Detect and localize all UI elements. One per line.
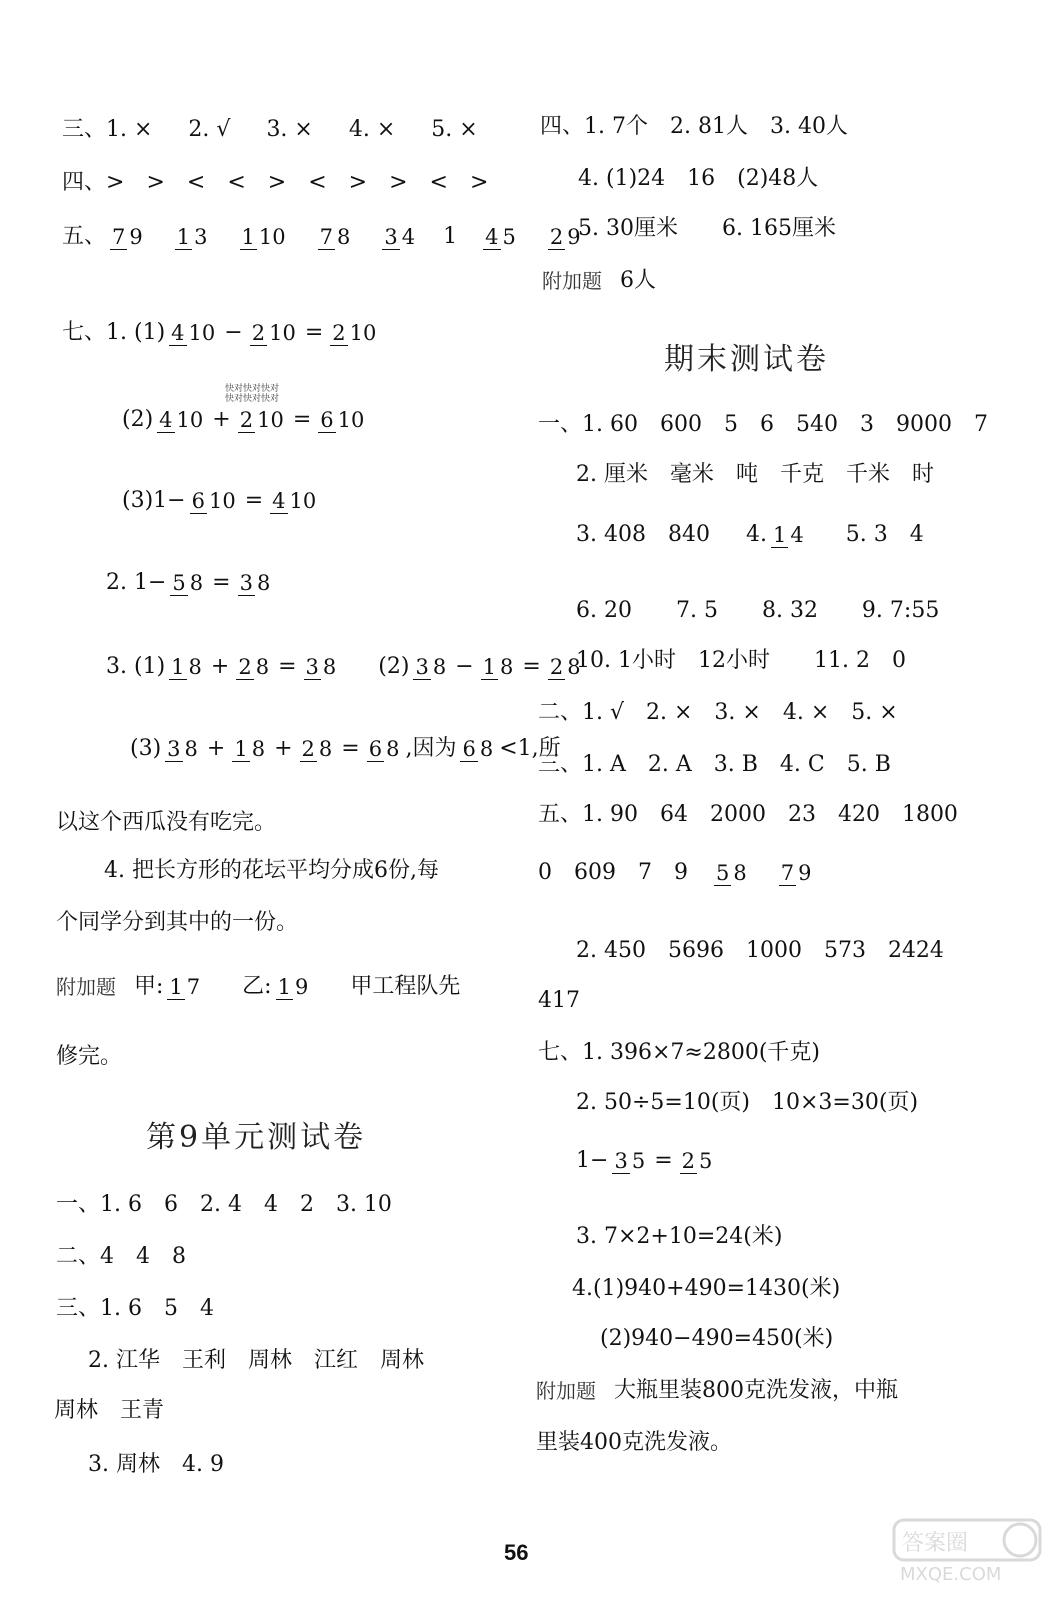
answer-text: 一、1. 6 6 2. 4 4 2 3. 10 [56,1192,392,1217]
operator: + [206,736,226,761]
r-f6 [538,698,898,728]
answer-line-qi-1-2 [122,405,370,435]
fraction: 4 10 [272,489,317,513]
section-prefix: (2) [378,654,410,679]
fraction: 1 8 [171,655,202,679]
watermark-logo [892,1516,1042,1586]
r-f15 [576,1222,782,1252]
r-si-3 [578,214,836,244]
section-prefix: 3. (1) [106,654,166,679]
fraction: 1 8 [234,737,266,761]
section-prefix: 1− [576,1148,609,1173]
r-f17 [600,1324,833,1354]
fraction: 1 7 [169,975,201,999]
scrawl-mark: 快对快对快对 快对快对快对 [225,384,280,404]
fraction: 3 8 [239,571,271,595]
r-f13 [576,1088,918,1118]
answer-text: 4. [745,522,767,547]
answer-item: 2. √ [188,117,231,142]
u9-line-6 [88,1450,224,1480]
u9-line-4 [88,1346,424,1376]
answer-text: 甲: [134,974,164,999]
answer-text: <1,所 [499,736,561,761]
r-f14 [576,1146,718,1176]
answer-text: 2. 450 5696 1000 573 2424 [576,938,944,963]
fraction: 1 9 [277,975,309,999]
r-f9 [538,858,817,888]
equals-sign: = [244,488,264,513]
fraction: 2 8 [301,737,333,761]
answer-text: 周林 王青 [54,1398,165,1423]
answer-text: 5. 30厘米 6. 165厘米 [578,216,836,241]
answer-line-wu [62,222,587,252]
answer-line-san [62,115,478,145]
equals-sign: = [341,736,360,761]
answer-text: 四、1. 7个 2. 81人 3. 40人 [540,114,848,139]
answer-item: 三、1. × [62,117,153,142]
equals-sign: = [522,654,541,679]
bonus-label: 附加题 [56,975,116,999]
r-f3 [576,520,924,550]
bonus-label: 附加题 [536,1379,596,1403]
fraction: 7 8 [319,225,351,249]
answer-text: 417 [538,988,580,1013]
equals-sign: = [292,407,312,432]
r-f12 [538,1038,820,1068]
answer-line-qi-3-1-2 [106,652,587,682]
operator: − [455,654,474,679]
fraction: 7 9 [112,225,143,249]
operator: + [212,407,231,432]
answer-text: 3. 周林 4. 9 [88,1452,224,1477]
answer-text: 6. 20 7. 5 8. 32 9. 7:55 [576,598,940,623]
answer-text: 3. 7×2+10=24(米) [576,1224,783,1249]
fraction: 3 8 [167,737,198,761]
fraction: 2 5 [681,1149,713,1173]
answer-line-qi-3-3 [130,734,561,764]
answer-text: 大瓶里装800克洗发液，中瓶 [614,1378,898,1403]
r-f7 [538,750,891,780]
operator: + [274,736,293,761]
answer-line-si [62,168,488,198]
answer-text: ,因为 [405,736,457,761]
fraction: 6 10 [191,489,236,513]
section-prefix: (3)1− [122,488,186,513]
operator: + [210,654,230,679]
answer-line-qi-4b [56,908,298,938]
r-bonus-final [536,1376,898,1406]
svg-text:MXQE.COM: MXQE.COM [900,1564,1002,1585]
u9-line-2 [56,1242,186,1272]
equals-sign: = [212,570,231,595]
answer-text: 2. 厘米 毫米 吨 千克 千米 时 [576,462,934,487]
u9-line-1 [56,1190,392,1220]
answer-item: 5. × [431,117,478,142]
fraction: 1 8 [482,655,514,679]
answer-item: 4. × [348,117,396,142]
operator: − [224,320,243,345]
bonus-label: 附加题 [542,269,602,293]
bonus-question-line [56,972,460,1002]
fraction: 5 8 [715,861,747,885]
answer-text: 七、1. 396×7≈2800(千克) [538,1040,820,1065]
answer-item: < [429,170,448,195]
answer-text: 6人 [620,268,656,293]
r-f11 [538,986,580,1016]
answer-item: > [267,170,287,195]
r-bonus-line [542,266,656,296]
fraction: 4 5 [485,225,516,249]
answer-text: 二、4 4 8 [56,1244,186,1269]
answer-text: 4.(1)940+490=1430(米) [572,1276,841,1301]
equals-sign: = [654,1148,673,1173]
r-f5 [576,646,906,676]
fraction: 2 10 [332,321,377,345]
answer-text: 2. 江华 王利 周林 江红 周林 [88,1348,424,1373]
answer-text: 修完。 [56,1044,123,1069]
answer-item: 四、> [62,170,125,195]
fraction: 3 5 [614,1149,646,1173]
answer-item: > [348,170,368,195]
section-prefix: 2. 1− [106,570,167,595]
answer-line-continuation [56,808,276,838]
equals-sign: = [278,654,297,679]
answer-text: 以这个西瓜没有吃完。 [56,810,277,835]
fraction: 1 3 [176,225,208,249]
answer-text: 个同学分到其中的一份。 [56,910,299,935]
fraction: 6 8 [368,737,400,761]
answer-item: > [146,170,165,195]
r-f16 [572,1274,840,1304]
fraction: 6 10 [320,408,365,432]
fraction: 2 8 [549,655,581,679]
answer-text: 0 609 7 9 [538,860,688,885]
answer-line-qi-2 [106,568,276,598]
answer-text: 5. 3 4 [845,522,924,547]
answer-item: 1 [443,224,458,249]
r-f10 [576,936,944,966]
answer-item: < [308,170,327,195]
answer-line-qi-4a [104,856,439,886]
final-exam-title: 期末测试卷 [664,342,829,377]
answer-text: 3. 408 840 [576,522,710,547]
answer-item: < [186,170,206,195]
r-si-2 [578,164,818,194]
answer-text: (2)940−490=450(米) [600,1326,834,1351]
answer-text: 4. (1)24 16 (2)48人 [578,166,819,191]
fraction: 4 10 [159,408,204,432]
section-prefix: 七、1. (1) [62,320,166,345]
fraction: 2 10 [251,321,296,345]
r-f4 [576,596,939,626]
answer-text: 甲工程队先 [350,974,461,999]
page-number: 56 [504,1540,529,1565]
fraction: 7 9 [780,861,812,885]
answer-item: > [389,170,408,195]
fraction: 2 9 [549,225,581,249]
answer-text: 二、1. √ 2. × 3. × 4. × 5. × [538,700,898,725]
fraction: 4 10 [171,321,216,345]
answer-item: 3. × [266,117,313,142]
answer-text: 10. 1小时 12小时 11. 2 0 [576,648,906,673]
answer-line-qi-1-1 [62,318,382,348]
section-prefix: 五、 [62,224,107,249]
fraction: 6 8 [462,737,494,761]
answer-text: 里装400克洗发液。 [536,1430,732,1455]
r-f2 [576,460,934,490]
r-f1 [538,410,988,440]
answer-text: 三、1. A 2. A 3. B 4. C 5. B [538,752,891,777]
r-f8 [538,800,958,830]
fraction: 1 4 [772,523,804,547]
fraction: 3 4 [384,225,416,249]
r-si-1 [540,112,848,142]
r-bonus-final-cont [536,1428,732,1458]
svg-text:答案圈: 答案圈 [902,1531,969,1556]
answer-text: 一、1. 60 600 5 6 540 3 9000 7 [538,412,988,437]
unit9-section-title: 第9单元测试卷 [146,1120,367,1155]
fraction: 1 10 [241,225,286,249]
fraction: 2 10 [239,408,284,432]
u9-line-5 [54,1396,164,1426]
answer-item: > [469,170,489,195]
answer-line-qi-1-3 [122,486,322,516]
answer-text: 五、1. 90 64 2000 23 420 1800 [538,802,958,827]
equals-sign: = [304,320,324,345]
u9-line-3 [56,1294,214,1324]
answer-text: 2. 50÷5=10(页) 10×3=30(页) [576,1090,919,1115]
fraction: 2 8 [238,655,270,679]
fraction: 3 8 [415,655,447,679]
section-prefix: (2) [122,407,154,432]
answer-text: 4. 把长方形的花坛平均分成6份,每 [104,858,439,883]
bonus-continuation [56,1042,122,1072]
answer-item: < [227,170,246,195]
section-prefix: (3) [130,736,162,761]
answer-text: 乙: [242,974,272,999]
answer-text: 三、1. 6 5 4 [56,1296,214,1321]
fraction: 5 8 [172,571,204,595]
fraction: 3 8 [305,655,337,679]
